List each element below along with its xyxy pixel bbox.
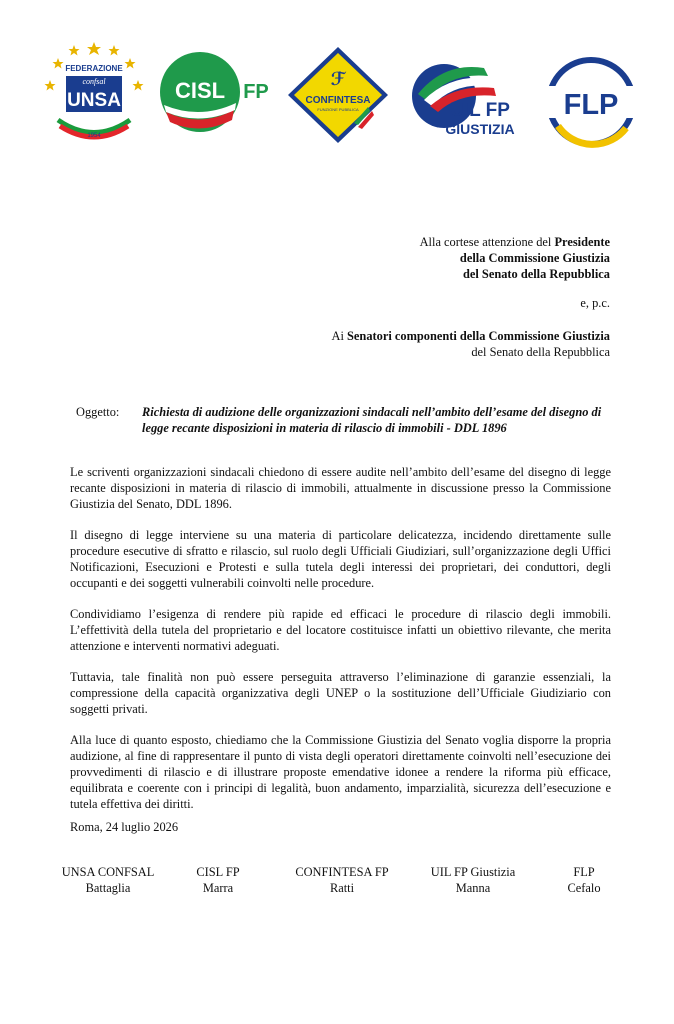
- signature-org: CONFINTESA FP: [295, 865, 389, 879]
- uil-logo-main: UIL FP: [450, 100, 510, 121]
- cisl-logo-main: CISL: [174, 78, 226, 103]
- signature-uil: [418, 864, 528, 896]
- subject-label: Oggetto:: [76, 405, 120, 419]
- cc-label: e, p.c.: [580, 296, 610, 310]
- paragraph: Condividiamo l’esigenza di rendere più rapide ed efficaci le procedure di rilascio degli immobili. L’effettività della tutela del proprietario e del locatore costituisce infatti un obiettivo rilevante, che merita attenzione e interventi normativi adeguati.: [70, 607, 611, 653]
- paragraph: Alla luce di quanto esposto, chiediamo che la Commissione Giustizia del Senato voglia disporre la propria audizione, al fine di rappresentare il punto di vista degli operatori direttamente coinvolti nell’esecuzione dei provvedimenti di rilascio e di illustrare proposte emendative idonee a rendere la riforma più efficace, equilibrata e coerente con i principi di legalità, buon andamento, imparzialità, sicurezza dell’esecuzione e tutela effettiva dei diritti.: [70, 733, 611, 811]
- signature-name: Cefalo: [567, 881, 601, 895]
- signature-flp: [554, 864, 614, 896]
- subject-text: Richiesta di audizione delle organizzazioni sindacali nell’ambito dell’esame del disegno di legge recante disposizioni in materia di rilascio di immobili - DDL 1896: [142, 405, 602, 435]
- cisl-logo-sub: FP: [243, 81, 269, 103]
- flp-logo-main: FLP: [563, 89, 619, 121]
- signature-name: Manna: [455, 881, 491, 895]
- addressee-line-5: del Senato della Repubblica: [471, 345, 610, 359]
- paragraph: Tuttavia, tale finalità non può essere perseguita attraverso l’eliminazione di garanzie essenziali, la compressione della capacità organizzativa degli UNEP o la sostituzione dell’Ufficiale Giudiziario con soggetti privati.: [70, 670, 611, 716]
- signature-name: Marra: [202, 881, 234, 895]
- addressee-line-2: della Commissione Giustizia: [459, 251, 610, 265]
- unsa-logo-top: FEDERAZIONE: [65, 64, 123, 73]
- confintesa-logo-main: CONFINTESA: [305, 95, 371, 106]
- unsa-logo-year: 1954: [87, 133, 101, 139]
- addressee-line-1: Alla cortese attenzione del Presidente: [419, 235, 610, 249]
- addressee-block: [420, 234, 610, 282]
- signature-name: Battaglia: [85, 881, 131, 895]
- confintesa-logo-sub: FUNZIONE PUBBLICA: [317, 107, 359, 112]
- letter-body: [70, 464, 611, 827]
- paragraph: Le scriventi organizzazioni sindacali chiedono di essere audite nell’ambito dell’esame del disegno di legge recante disposizioni in materia di rilascio di immobili, attualmente in discussione presso la Commissione Giustizia del Senato, DDL 1896.: [70, 465, 611, 511]
- signature-name: Ratti: [329, 881, 355, 895]
- signature-org: CISL FP: [196, 865, 240, 879]
- signature-unsa: [58, 864, 158, 896]
- confintesa-logo: [286, 45, 390, 145]
- signature-org: UIL FP Giustizia: [430, 865, 516, 879]
- flp-logo: [544, 56, 638, 148]
- cisl-fp-logo: [158, 50, 274, 136]
- signature-org: FLP: [573, 865, 595, 879]
- paragraph: Il disegno di legge interviene su una materia di particolare delicatezza, incidendo direttamente sulle procedure esecutive di sfratto e rilascio, sul ruolo degli Ufficiali Giudiziari, sull’organizzazione degli Uffici Notificazioni, Esecuzioni e Protesti e sulla tutela degli interessi dei proprietari, dei conduttori, degli occupanti e dei soggetti vulnerabili coinvolti nelle procedure.: [70, 528, 611, 590]
- addressee-line-4: Ai Senatori componenti della Commissione Giustizia: [331, 329, 610, 343]
- signature-confintesa: [288, 864, 396, 896]
- uil-logo-sub: GIUSTIZIA: [445, 121, 515, 137]
- unsa-logo-mid: confsal: [82, 77, 106, 86]
- unsa-confsal-logo: [44, 40, 144, 140]
- place-date: Roma, 24 luglio 2026: [70, 820, 179, 834]
- uil-fp-giustizia-logo: [404, 54, 528, 140]
- unsa-logo-main: UNSA: [67, 90, 121, 111]
- svg-text:ℱ: ℱ: [330, 69, 346, 89]
- signature-org: UNSA CONFSAL: [61, 865, 155, 879]
- addressee-line-3: del Senato della Repubblica: [463, 267, 610, 281]
- addressee-cc-block: [332, 328, 610, 360]
- signature-cisl: [178, 864, 258, 896]
